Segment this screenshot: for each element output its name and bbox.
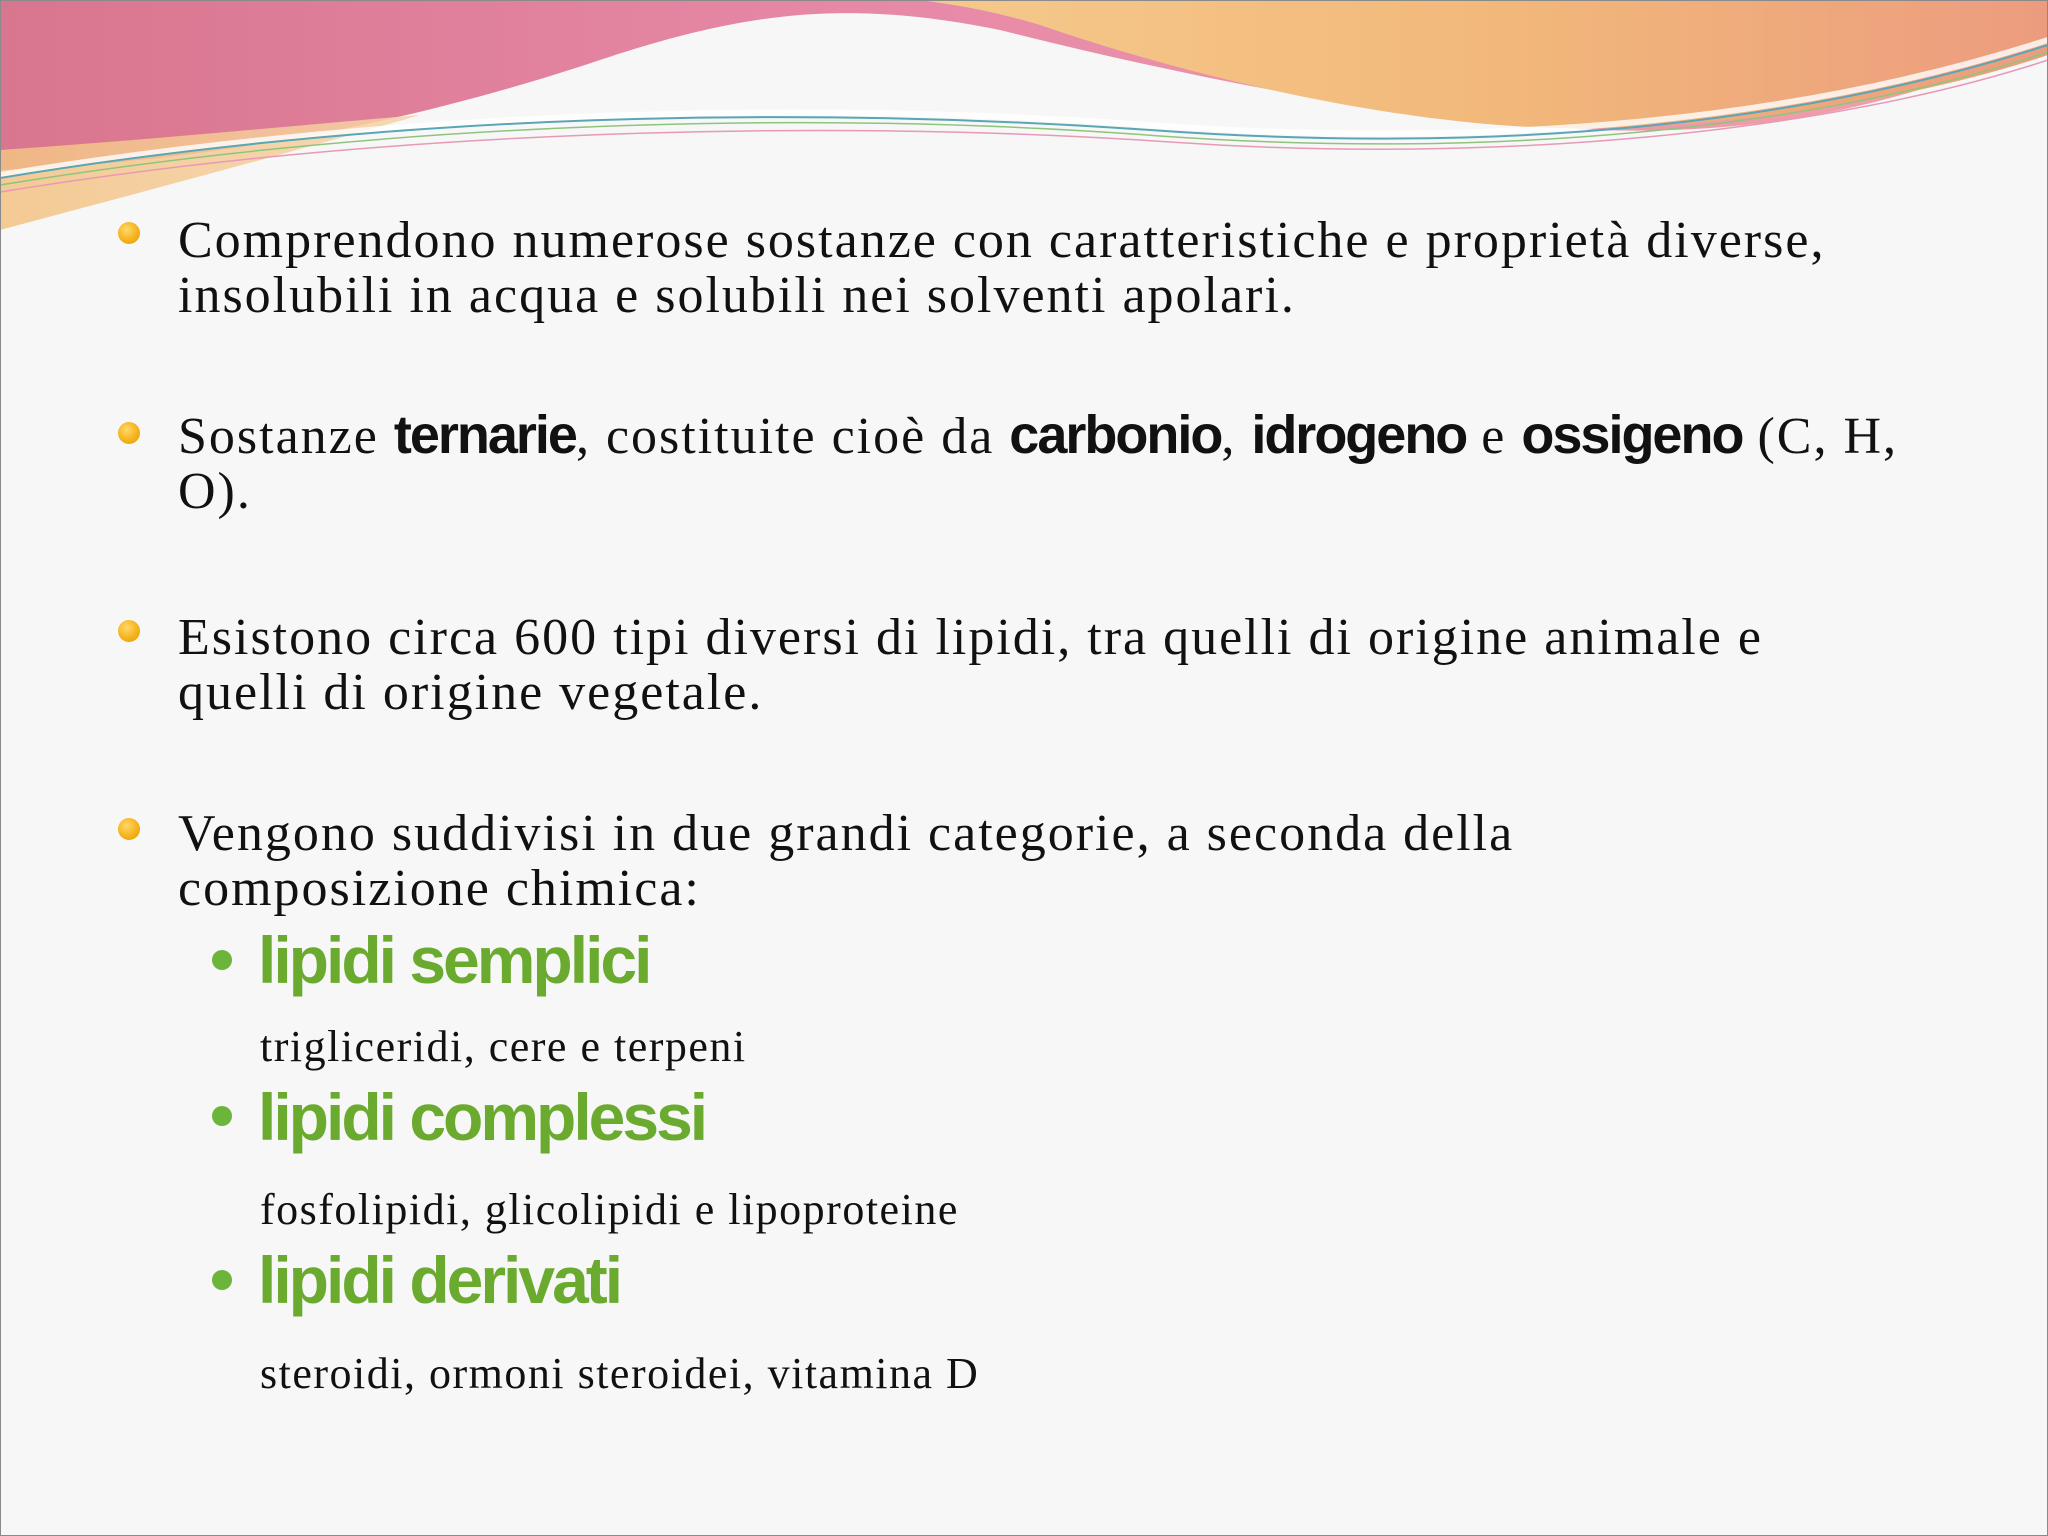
bullet-text-4: Vengono suddivisi in due grandi categorie, a seconda della composizione chimica: <box>178 805 1515 917</box>
category-title-semplici: lipidi semplici <box>258 923 650 997</box>
category-title-derivati: lipidi derivati <box>258 1243 621 1317</box>
term-ossigeno: ossigeno <box>1521 405 1743 465</box>
bullet-2-mid2: , <box>1221 408 1252 465</box>
bullet-text-3: Esistono circa 600 tipi diversi di lipidi, tra quelli di origine animale e quelli di origine vegetale. <box>178 609 1763 721</box>
term-carbonio: carbonio <box>1009 405 1222 465</box>
bullet-2-mid1: , costituite cioè da <box>575 408 1010 465</box>
term-idrogeno: idrogeno <box>1251 405 1467 465</box>
bullet-text-1: Comprendono numerose sostanze con caratteristiche e proprietà diverse, insolubili in acqua e solubili nei solventi apolari. <box>178 212 1826 324</box>
bullet-2-mid3: e <box>1466 408 1522 465</box>
category-desc-semplici: trigliceridi, cere e terpeni <box>260 1022 747 1071</box>
category-title-complessi: lipidi complessi <box>258 1080 706 1154</box>
bullet-2-pre: Sostanze <box>178 408 394 465</box>
category-desc-complessi: fosfolipidi, glicolipidi e lipoproteine <box>260 1185 959 1234</box>
term-ternarie: ternarie <box>393 405 576 465</box>
category-desc-derivati: steroidi, ormoni steroidei, vitamina D <box>260 1349 980 1398</box>
bullet-2-post: (C, H, O). <box>178 408 1898 520</box>
